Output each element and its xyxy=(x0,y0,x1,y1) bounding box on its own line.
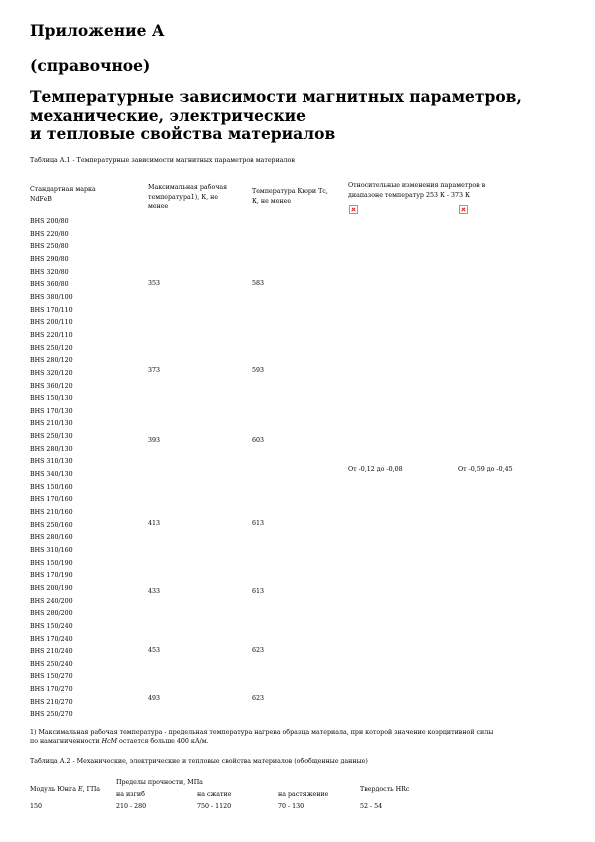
header-curie-line: Температура Кюри Тс, xyxy=(252,188,328,195)
value-modulus: 150 xyxy=(30,803,43,810)
table-a1-footnote xyxy=(30,728,493,746)
grade-cell: BHS 310/160 xyxy=(30,546,73,554)
grade-cell: BHS 280/160 xyxy=(30,534,73,542)
header-grade xyxy=(30,185,96,204)
value-compress: 750 - 1120 xyxy=(197,803,232,810)
broken-image-icon xyxy=(459,205,468,214)
appendix-title-line: и тепловые свойства материалов xyxy=(30,124,336,143)
grade-cell: BHS 150/130 xyxy=(30,395,73,403)
header-modulus xyxy=(30,786,100,794)
grade-cell: BHS 250/120 xyxy=(30,344,73,352)
grade-cell: BHS 150/160 xyxy=(30,483,73,491)
grade-cell: BHS 310/130 xyxy=(30,458,73,466)
max-temp-cell: 373 xyxy=(148,367,161,374)
grade-cell: BHS 320/80 xyxy=(30,268,69,276)
curie-temp-cell: 583 xyxy=(252,280,265,287)
header-max-temp-line: температура1), К, не xyxy=(148,193,219,201)
header-modulus-symbol: E xyxy=(78,786,83,793)
footnote-line xyxy=(30,737,493,746)
header-relative-line: диапазоне температур 253 К - 373 К xyxy=(348,191,470,199)
appendix-title xyxy=(30,88,522,144)
header-relative-line: Относительные изменения параметров в xyxy=(348,182,486,189)
grade-cell: BHS 360/80 xyxy=(30,281,69,289)
grade-cell: BHS 210/130 xyxy=(30,420,73,428)
grade-cell: BHS 280/200 xyxy=(30,610,73,618)
header-strength: Пределы прочности, МПа xyxy=(116,779,203,786)
grade-cell: BHS 210/240 xyxy=(30,648,73,656)
footnote-text: остается больше 400 кА/м. xyxy=(117,738,209,745)
table-a2-caption: Таблица А.2 - Механические, электрические и тепловые свойства материалов (обобщенные данные) xyxy=(30,758,368,765)
grade-cell: BHS 170/270 xyxy=(30,686,73,693)
grade-cell: BHS 170/190 xyxy=(30,572,73,580)
header-modulus-text: Модуль Юнга xyxy=(30,786,79,793)
grade-cell: BHS 210/270 xyxy=(30,698,73,706)
grade-cell: BHS 150/270 xyxy=(30,673,73,681)
grade-cell: BHS 200/80 xyxy=(30,218,69,225)
grade-cell: BHS 200/110 xyxy=(30,319,73,327)
footnote-symbol: HcM xyxy=(101,738,118,745)
grade-cell: BHS 380/100 xyxy=(30,293,73,301)
footnote-text: по намагниченности xyxy=(30,738,102,745)
grade-cell: BHS 170/240 xyxy=(30,635,73,643)
header-grade-line: NdFeB xyxy=(30,195,52,203)
grade-cell: BHS 200/190 xyxy=(30,584,73,592)
max-temp-cell: 393 xyxy=(148,437,161,444)
header-bend: на изгиб xyxy=(116,791,145,798)
appendix-title-line: механические, электрические xyxy=(30,105,306,125)
grade-cell: BHS 280/130 xyxy=(30,445,73,453)
grade-cell: BHS 250/130 xyxy=(30,433,73,441)
curie-temp-cell: 613 xyxy=(252,588,265,595)
max-temp-cell: 353 xyxy=(148,280,161,287)
grade-cell: BHS 170/110 xyxy=(30,306,73,314)
grade-cell: BHS 340/130 xyxy=(30,471,73,478)
grade-cell: BHS 150/240 xyxy=(30,622,73,630)
grade-cell: BHS 280/120 xyxy=(30,357,73,365)
grade-cell: BHS 150/190 xyxy=(30,559,73,567)
header-hardness: Твердость HRc xyxy=(360,786,410,793)
header-max-temp xyxy=(148,183,227,212)
grade-cell: BHS 250/160 xyxy=(30,521,73,529)
grade-cell: BHS 250/240 xyxy=(30,660,73,668)
grade-cell: BHS 170/160 xyxy=(30,496,73,504)
grade-cell: BHS 220/80 xyxy=(30,230,69,238)
max-temp-cell: 413 xyxy=(148,520,161,527)
footnote-line: 1) Максимальная рабочая температура - предельная температура нагрева образца материала, при которой значение коэрцитивной силы xyxy=(30,729,494,736)
max-temp-cell: 453 xyxy=(148,647,161,654)
value-bend: 210 - 280 xyxy=(116,803,147,810)
relative-value-2: От -0,59 до -0,45 xyxy=(458,466,513,473)
value-hardness: 52 - 54 xyxy=(360,803,383,810)
relative-value-1: От -0,12 до -0,08 xyxy=(348,466,403,473)
header-max-temp-line: менее xyxy=(148,203,169,210)
header-compress: на сжатие xyxy=(197,791,232,798)
header-curie-line: К, не менее xyxy=(252,197,292,205)
appendix-type-heading: (справочное) xyxy=(30,56,151,75)
header-curie xyxy=(252,187,328,206)
grade-cell: BHS 240/200 xyxy=(30,597,73,605)
curie-temp-cell: 623 xyxy=(252,647,265,654)
header-tension: на растяжение xyxy=(278,791,329,798)
header-relative-change xyxy=(348,181,485,200)
grade-cell: BHS 290/80 xyxy=(30,255,69,263)
grade-cell: BHS 210/160 xyxy=(30,508,73,516)
max-temp-cell: 433 xyxy=(148,588,161,595)
value-tension: 70 - 130 xyxy=(278,803,305,810)
grade-cell: BHS 250/270 xyxy=(30,711,73,719)
broken-image-icon xyxy=(349,205,358,214)
curie-temp-cell: 613 xyxy=(252,520,265,527)
header-grade-line: Стандартная марка xyxy=(30,186,96,193)
curie-temp-cell: 623 xyxy=(252,695,265,702)
max-temp-cell: 493 xyxy=(148,695,161,702)
grade-cell: BHS 320/120 xyxy=(30,369,73,377)
curie-temp-cell: 593 xyxy=(252,367,265,374)
grade-cell: BHS 220/110 xyxy=(30,331,73,339)
grade-cell: BHS 170/130 xyxy=(30,407,73,415)
header-modulus-unit: , ГПа xyxy=(82,786,101,793)
grade-cell: BHS 250/80 xyxy=(30,243,69,251)
appendix-heading: Приложение А xyxy=(30,21,165,40)
curie-temp-cell: 603 xyxy=(252,437,265,444)
grade-cell: BHS 360/120 xyxy=(30,382,73,390)
header-max-temp-line: Максимальная рабочая xyxy=(148,184,228,191)
appendix-title-line: Температурные зависимости магнитных параметров, xyxy=(30,87,522,106)
table-a1-caption: Таблица А.1 - Температурные зависимости магнитных параметров материалов xyxy=(30,157,295,164)
